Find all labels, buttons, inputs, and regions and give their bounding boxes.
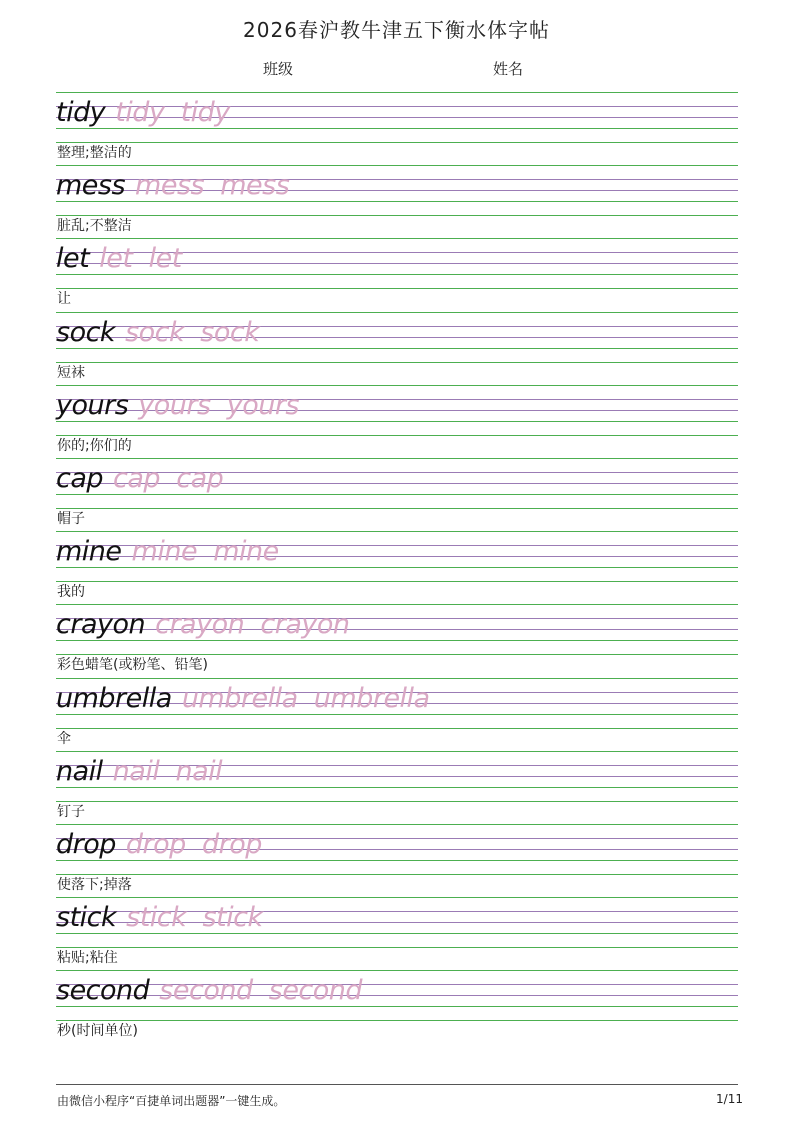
practice-entry [56,385,738,458]
footer-divider [56,1084,738,1085]
word-row [56,463,223,495]
word-row [56,756,222,788]
vocab-word: umbrella [56,682,172,714]
word-meaning: 使落下;掉落 [57,877,132,893]
trace-word: crayon crayon [155,609,350,641]
trace-word: tidy tidy [115,97,230,128]
word-row [56,609,349,641]
ruled-line [56,385,738,386]
word-row [56,902,263,934]
ruled-line [56,288,738,289]
word-meaning: 粘贴;粘住 [57,950,118,967]
practice-entry [56,751,738,824]
word-row [56,317,259,349]
trace-word: stick stick [126,902,263,934]
ruled-line [56,604,738,605]
practice-entry [56,92,738,165]
practice-entry [56,165,738,238]
word-row [56,683,430,715]
name-label: 姓名 [493,60,524,78]
vocab-word: tidy [56,97,106,128]
vocab-word: cap [56,463,104,494]
trace-word: mine mine [131,536,279,568]
practice-entry [56,458,738,531]
word-row [56,170,289,202]
vocab-word: mess [56,170,126,202]
vocab-word: stick [56,902,117,934]
ruled-line [56,458,738,459]
word-row [56,536,279,568]
ruled-line [56,92,738,93]
word-meaning: 让 [57,291,71,308]
ruled-line [56,142,738,143]
ruled-line [56,531,738,532]
word-meaning: 伞 [57,730,71,747]
ruled-line [56,801,738,802]
word-meaning: 脏乱;不整洁 [57,218,132,235]
practice-entry [56,531,738,604]
vocab-word: mine [56,536,122,568]
word-meaning: 彩色蜡笔(或粉笔、铅笔) [57,657,208,674]
trace-word: let let [99,243,182,275]
class-label: 班级 [263,60,294,78]
vocab-word: let [56,243,90,275]
word-row [56,243,182,275]
footer-note: 由微信小程序“百捷单词出题器”一键生成。 [57,1094,286,1108]
word-meaning: 整理;整洁的 [57,145,132,161]
ruled-line [56,215,738,216]
trace-word: cap cap [113,463,224,494]
ruled-line [56,751,738,752]
word-meaning: 秒(时间单位) [57,1023,138,1040]
vocab-word: yours [56,389,129,421]
ruled-line [56,728,738,729]
word-meaning: 你的;你们的 [57,437,132,454]
page-number: 1/11 [716,1092,743,1106]
word-row [56,829,262,861]
word-row [56,390,299,422]
vocab-word: drop [56,829,116,860]
word-meaning: 钉子 [57,803,85,820]
trace-word: mess mess [135,170,290,202]
ruled-line [56,435,738,436]
ruled-line [56,824,738,825]
trace-word: nail nail [112,755,223,787]
ruled-line [56,897,738,898]
ruled-line [56,312,738,313]
practice-entry [56,970,738,1043]
word-meaning: 帽子 [57,511,85,527]
word-meaning: 我的 [57,584,85,601]
trace-word: second second [159,975,363,1007]
trace-word: umbrella umbrella [181,682,430,714]
ruled-line [56,1020,738,1021]
practice-entry [56,824,738,897]
vocab-word: second [56,975,150,1007]
ruled-line [56,238,738,239]
trace-word: sock sock [125,316,260,348]
ruled-line [56,678,738,679]
ruled-line [56,165,738,166]
ruled-line [56,508,738,509]
practice-entry [56,312,738,385]
ruled-line [56,362,738,363]
word-row [56,975,362,1007]
practice-entry [56,238,738,311]
ruled-line [56,947,738,948]
ruled-line [56,581,738,582]
ruled-line [56,970,738,971]
practice-entry [56,897,738,970]
word-meaning: 短袜 [57,364,85,381]
practice-entry [56,604,738,677]
vocab-word: sock [56,316,116,348]
practice-entry [56,678,738,751]
vocab-word: crayon [56,609,146,641]
page-title: 2026春沪教牛津五下衡水体字帖 [243,18,550,42]
trace-word: yours yours [138,389,300,421]
trace-word: drop drop [125,829,262,860]
vocab-word: nail [56,755,103,787]
word-row [56,97,230,129]
ruled-line [56,874,738,875]
